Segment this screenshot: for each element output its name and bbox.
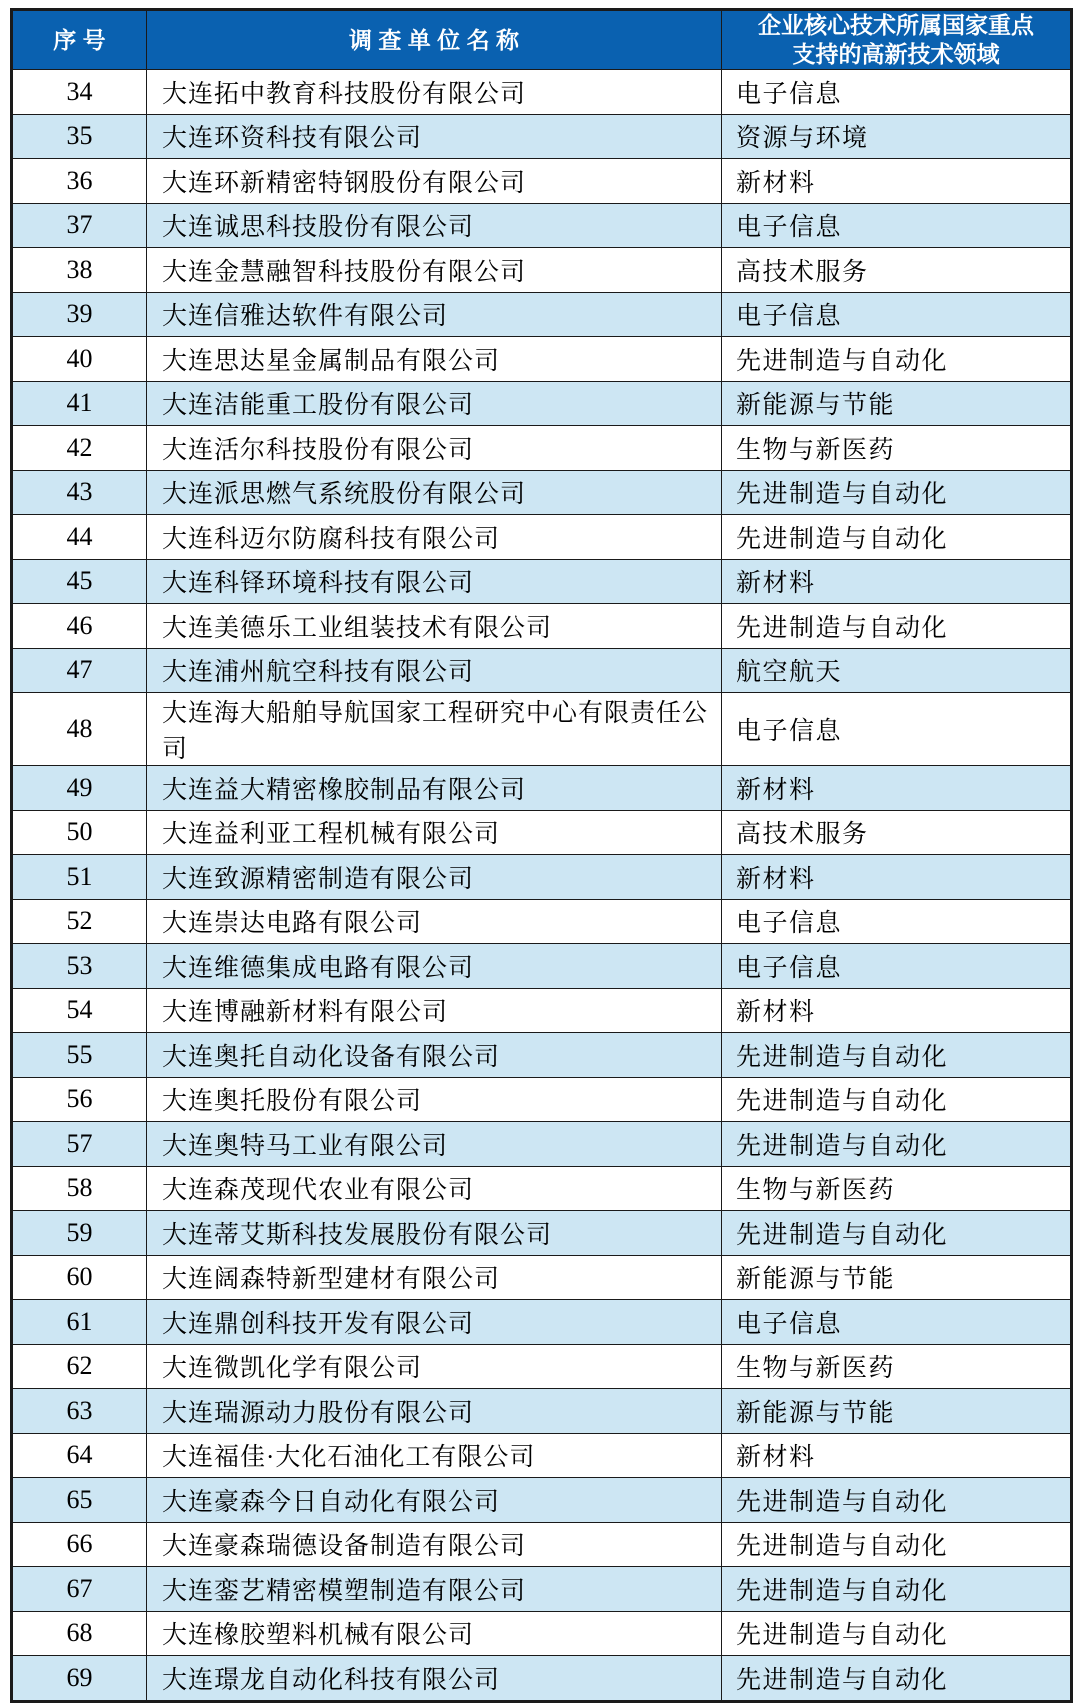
row-tech-field: 新材料 (722, 988, 1072, 1033)
row-serial-number: 44 (12, 515, 147, 560)
row-serial-number: 68 (12, 1611, 147, 1656)
row-tech-field: 生物与新医药 (722, 426, 1072, 471)
table-row (12, 988, 1072, 1033)
row-serial-number: 60 (12, 1255, 147, 1300)
row-company-name: 大连洁能重工股份有限公司 (147, 381, 722, 426)
table-row (12, 1033, 1072, 1078)
row-tech-field: 先进制造与自动化 (722, 1656, 1072, 1702)
row-tech-field: 电子信息 (722, 292, 1072, 337)
row-company-name: 大连致源精密制造有限公司 (147, 855, 722, 900)
row-tech-field: 新能源与节能 (722, 1255, 1072, 1300)
row-serial-number: 41 (12, 381, 147, 426)
row-company-name: 大连阔森特新型建材有限公司 (147, 1255, 722, 1300)
row-company-name: 大连益利亚工程机械有限公司 (147, 810, 722, 855)
row-serial-number: 66 (12, 1522, 147, 1567)
row-company-name: 大连环资科技有限公司 (147, 114, 722, 159)
column-header-tech-field-line2: 支持的高新技术领域 (792, 41, 1000, 67)
table-row (12, 855, 1072, 900)
table-row (12, 1344, 1072, 1389)
row-company-name: 大连福佳·大化石油化工有限公司 (147, 1433, 722, 1478)
row-company-name: 大连瑞源动力股份有限公司 (147, 1389, 722, 1434)
row-tech-field: 新材料 (722, 159, 1072, 204)
header-row (12, 10, 1072, 70)
row-company-name: 大连奥托股份有限公司 (147, 1077, 722, 1122)
row-serial-number: 53 (12, 944, 147, 989)
row-serial-number: 59 (12, 1211, 147, 1256)
table-row (12, 203, 1072, 248)
row-company-name: 大连豪森今日自动化有限公司 (147, 1478, 722, 1523)
row-tech-field: 先进制造与自动化 (722, 1077, 1072, 1122)
row-serial-number: 40 (12, 337, 147, 382)
row-company-name: 大连崇达电路有限公司 (147, 899, 722, 944)
row-serial-number: 43 (12, 470, 147, 515)
row-tech-field: 先进制造与自动化 (722, 1211, 1072, 1256)
row-company-name: 大连微凯化学有限公司 (147, 1344, 722, 1389)
row-tech-field: 先进制造与自动化 (722, 1122, 1072, 1167)
row-company-name: 大连浦州航空科技有限公司 (147, 648, 722, 693)
table-row (12, 426, 1072, 471)
column-header-tech-field-line1: 企业核心技术所属国家重点 (758, 12, 1034, 39)
row-serial-number: 62 (12, 1344, 147, 1389)
row-tech-field: 先进制造与自动化 (722, 515, 1072, 560)
table-row (12, 381, 1072, 426)
row-serial-number: 52 (12, 899, 147, 944)
row-serial-number: 50 (12, 810, 147, 855)
table-row (12, 1122, 1072, 1167)
row-serial-number: 47 (12, 648, 147, 693)
table-row (12, 1077, 1072, 1122)
row-tech-field: 资源与环境 (722, 114, 1072, 159)
row-tech-field: 高技术服务 (722, 810, 1072, 855)
row-tech-field: 先进制造与自动化 (722, 1611, 1072, 1656)
table-row (12, 515, 1072, 560)
row-company-name: 大连益大精密橡胶制品有限公司 (147, 766, 722, 811)
row-serial-number: 54 (12, 988, 147, 1033)
table-row (12, 470, 1072, 515)
row-tech-field: 新材料 (722, 1433, 1072, 1478)
table-row (12, 1255, 1072, 1300)
row-tech-field: 生物与新医药 (722, 1166, 1072, 1211)
row-company-name: 大连博融新材料有限公司 (147, 988, 722, 1033)
row-tech-field: 先进制造与自动化 (722, 1033, 1072, 1078)
table-row (12, 248, 1072, 293)
row-serial-number: 39 (12, 292, 147, 337)
row-company-name: 大连思达星金属制品有限公司 (147, 337, 722, 382)
row-tech-field: 新能源与节能 (722, 1389, 1072, 1434)
row-serial-number: 64 (12, 1433, 147, 1478)
row-tech-field: 新材料 (722, 855, 1072, 900)
table-row (12, 1389, 1072, 1434)
table-row (12, 810, 1072, 855)
row-company-name: 大连信雅达软件有限公司 (147, 292, 722, 337)
row-serial-number: 67 (12, 1567, 147, 1612)
row-tech-field: 先进制造与自动化 (722, 1567, 1072, 1612)
row-tech-field: 先进制造与自动化 (722, 604, 1072, 649)
row-company-name: 大连奥特马工业有限公司 (147, 1122, 722, 1167)
table-header (12, 10, 1072, 70)
row-company-name: 大连璟龙自动化科技有限公司 (147, 1656, 722, 1702)
survey-company-table (10, 8, 1073, 1703)
row-company-name: 大连环新精密特钢股份有限公司 (147, 159, 722, 204)
row-serial-number: 49 (12, 766, 147, 811)
row-company-name: 大连奥托自动化设备有限公司 (147, 1033, 722, 1078)
row-tech-field: 先进制造与自动化 (722, 470, 1072, 515)
row-company-name: 大连活尔科技股份有限公司 (147, 426, 722, 471)
table-row (12, 292, 1072, 337)
table-row (12, 559, 1072, 604)
row-serial-number: 36 (12, 159, 147, 204)
row-tech-field: 电子信息 (722, 203, 1072, 248)
row-serial-number: 38 (12, 248, 147, 293)
table-row (12, 1211, 1072, 1256)
row-tech-field: 先进制造与自动化 (722, 1522, 1072, 1567)
row-company-name: 大连诚思科技股份有限公司 (147, 203, 722, 248)
row-serial-number: 35 (12, 114, 147, 159)
row-company-name: 大连科迈尔防腐科技有限公司 (147, 515, 722, 560)
row-serial-number: 69 (12, 1656, 147, 1702)
row-company-name: 大连森茂现代农业有限公司 (147, 1166, 722, 1211)
row-serial-number: 51 (12, 855, 147, 900)
row-company-name: 大连鼎创科技开发有限公司 (147, 1300, 722, 1345)
table-row (12, 337, 1072, 382)
table-row (12, 1433, 1072, 1478)
table-row (12, 1656, 1072, 1702)
table-row (12, 648, 1072, 693)
table-row (12, 944, 1072, 989)
table-row (12, 1166, 1072, 1211)
table-row (12, 693, 1072, 766)
row-company-name: 大连科铎环境科技有限公司 (147, 559, 722, 604)
table-row (12, 1522, 1072, 1567)
row-serial-number: 34 (12, 70, 147, 115)
row-tech-field: 电子信息 (722, 693, 1072, 766)
row-company-name: 大连銮艺精密模塑制造有限公司 (147, 1567, 722, 1612)
row-serial-number: 56 (12, 1077, 147, 1122)
column-header-company-name: 调 查 单 位 名 称 (147, 10, 722, 70)
row-tech-field: 新材料 (722, 559, 1072, 604)
row-serial-number: 37 (12, 203, 147, 248)
table-row (12, 899, 1072, 944)
table-row (12, 114, 1072, 159)
row-serial-number: 42 (12, 426, 147, 471)
row-serial-number: 48 (12, 693, 147, 766)
row-tech-field: 生物与新医药 (722, 1344, 1072, 1389)
column-header-tech-field (722, 10, 1072, 70)
row-serial-number: 57 (12, 1122, 147, 1167)
row-company-name: 大连派思燃气系统股份有限公司 (147, 470, 722, 515)
row-tech-field: 电子信息 (722, 944, 1072, 989)
table-row (12, 766, 1072, 811)
row-tech-field: 电子信息 (722, 899, 1072, 944)
table-row (12, 604, 1072, 649)
row-company-name: 大连美德乐工业组装技术有限公司 (147, 604, 722, 649)
row-tech-field: 新材料 (722, 766, 1072, 811)
row-tech-field: 电子信息 (722, 70, 1072, 115)
table-row (12, 1611, 1072, 1656)
row-tech-field: 电子信息 (722, 1300, 1072, 1345)
row-tech-field: 航空航天 (722, 648, 1072, 693)
row-company-name: 大连金慧融智科技股份有限公司 (147, 248, 722, 293)
column-header-index: 序 号 (12, 10, 147, 70)
table-row (12, 159, 1072, 204)
row-serial-number: 63 (12, 1389, 147, 1434)
table-row (12, 70, 1072, 115)
row-company-name: 大连维德集成电路有限公司 (147, 944, 722, 989)
row-company-name: 大连海大船舶导航国家工程研究中心有限责任公司 (147, 693, 722, 766)
row-serial-number: 45 (12, 559, 147, 604)
row-company-name: 大连豪森瑞德设备制造有限公司 (147, 1522, 722, 1567)
row-company-name: 大连拓中教育科技股份有限公司 (147, 70, 722, 115)
row-serial-number: 55 (12, 1033, 147, 1078)
row-serial-number: 65 (12, 1478, 147, 1523)
table-row (12, 1300, 1072, 1345)
row-serial-number: 46 (12, 604, 147, 649)
table-row (12, 1567, 1072, 1612)
row-tech-field: 高技术服务 (722, 248, 1072, 293)
row-serial-number: 58 (12, 1166, 147, 1211)
table-body (12, 70, 1072, 1702)
row-serial-number: 61 (12, 1300, 147, 1345)
table-row (12, 1478, 1072, 1523)
row-tech-field: 新能源与节能 (722, 381, 1072, 426)
row-company-name: 大连蒂艾斯科技发展股份有限公司 (147, 1211, 722, 1256)
row-tech-field: 先进制造与自动化 (722, 337, 1072, 382)
row-company-name: 大连橡胶塑料机械有限公司 (147, 1611, 722, 1656)
row-tech-field: 先进制造与自动化 (722, 1478, 1072, 1523)
